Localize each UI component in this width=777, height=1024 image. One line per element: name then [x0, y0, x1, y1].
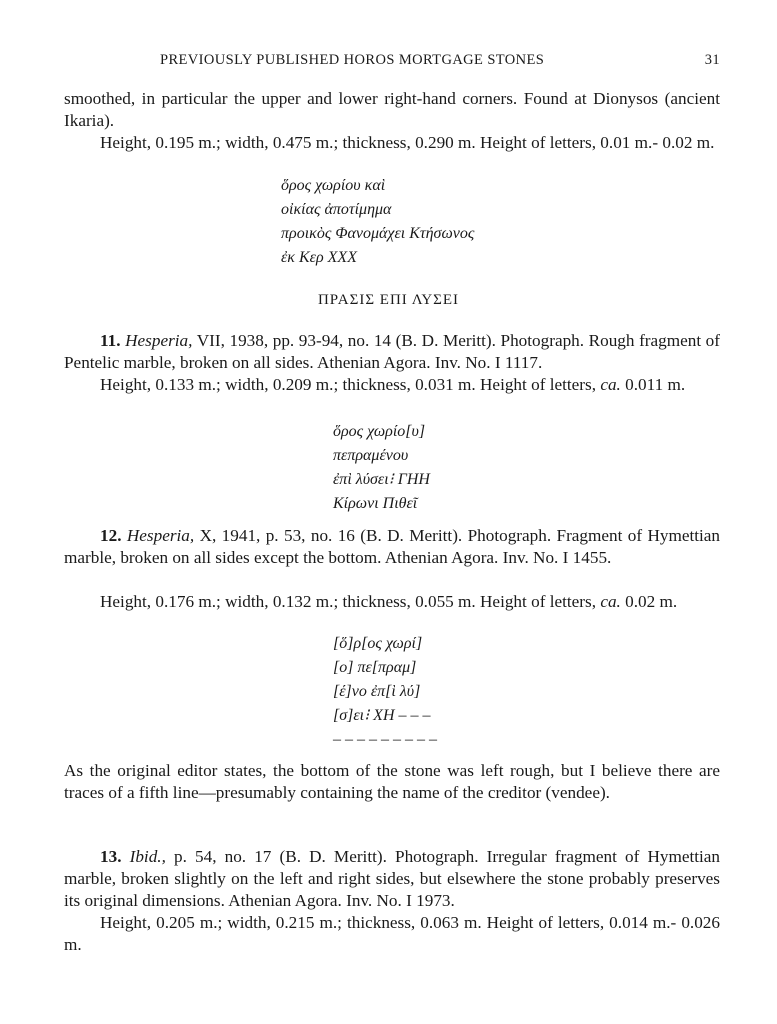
inscription-line: ὅρος χωρίο[υ]: [333, 423, 426, 440]
entry-12-dimensions: [64, 591, 720, 613]
entry-11: [64, 330, 720, 374]
entry-number: 11.: [100, 331, 121, 350]
entry-dims: Height, 0.176 m.; width, 0.132 m.; thickness, 0.055 m. Height of letters,: [100, 592, 597, 611]
entry-journal: Hesperia,: [125, 331, 193, 350]
entry-12-commentary: [64, 760, 720, 804]
entry-text: p. 54, no. 17 (B. D. Meritt). Photograph. Irregular fragment of Hymettian marble, broken slightly on the left and right sides, but elsewhere the stone probably preserves its original dimensions. Athenian Agora. Inv. No. I 1973.: [64, 847, 721, 910]
section-heading: ΠΡΑΣΙΣ ΕΠΙ ΛΥΣΕΙ: [317, 292, 460, 308]
page-number: 31: [704, 52, 720, 68]
intro-text: smoothed, in particular the upper and lower right-hand corners. Found at Dionysos (ancient Ikaria).: [64, 89, 720, 130]
intro-dims-text: Height, 0.195 m.; width, 0.475 m.; thickness, 0.290 m. Height of letters, 0.01 m.- 0.02 m.: [100, 133, 715, 152]
entry-dims-cont: 0.011 m.: [625, 375, 686, 394]
entry-11-dimensions: [64, 374, 720, 396]
entry-text: VII, 1938, pp. 93-94, no. 14 (B. D. Meritt). Photograph. Rough fragment of Pentelic marble, broken on all sides. Athenian Agora. Inv. No. I 1117.: [64, 331, 721, 372]
entry-12: [64, 525, 720, 569]
entry-number: 13.: [100, 847, 122, 866]
inscription-line: οἰκίας ἀποτίμημα: [281, 201, 392, 218]
inscription-12: [333, 632, 437, 752]
entry-number: 12.: [100, 526, 122, 545]
inscription-line: [έ]νο ἐπ[ὶ λύ]: [333, 683, 421, 700]
running-title: PREVIOUSLY PUBLISHED HOROS MORTGAGE STONES: [160, 52, 545, 68]
entry-journal: Ibid.,: [129, 847, 166, 866]
inscription-line: [ὅ]ρ[ος χωρί]: [333, 635, 423, 652]
entry-dims: Height, 0.133 m.; width, 0.209 m.; thickness, 0.031 m. Height of letters,: [100, 375, 597, 394]
inscription-line: – – – – – – – – –: [333, 731, 437, 748]
entry-13-dimensions: [64, 912, 720, 956]
entry-journal: Hesperia,: [126, 526, 195, 545]
inscription-line: πεπραμένου: [333, 447, 409, 464]
entry-text: X, 1941, p. 53, no. 16 (B. D. Meritt). Photograph. Fragment of Hymettian marble, broken on all sides except the bottom. Athenian Agora. Inv. No. I 1455.: [64, 526, 721, 567]
inscription-line: ἐπὶ λύσει⁝ ΓΗΗ: [333, 471, 430, 488]
entry-ca: ca.: [600, 375, 621, 394]
intro-paragraph: [64, 88, 720, 132]
inscription-11: [333, 420, 430, 516]
inscription-line: προικὸς Φανομάχει Κτήσωνος: [281, 225, 475, 242]
inscription-10: [281, 174, 474, 270]
entry-dims-cont: 0.02 m.: [625, 592, 678, 611]
entry-13: [64, 846, 720, 912]
inscription-line: Κίρωνι Πιθεῖ: [333, 495, 418, 512]
intro-dimensions: [64, 132, 720, 154]
inscription-line: ἐκ Κερ ΧΧΧ: [281, 249, 357, 266]
inscription-line: [ο] πε[πραμ]: [333, 659, 417, 676]
entry-dims: Height, 0.205 m.; width, 0.215 m.; thickness, 0.063 m. Height of letters, 0.014 m.- 0.026 m.: [64, 913, 720, 954]
commentary-text: As the original editor states, the bottom of the stone was left rough, but I believe there are traces of a fifth line—presumably containing the name of the creditor (vendee).: [64, 761, 720, 802]
inscription-line: ὅρος χωρίου καὶ: [281, 177, 386, 194]
inscription-line: [σ]ει⁝ ΧΗ – – –: [333, 707, 431, 724]
entry-ca: ca.: [600, 592, 621, 611]
